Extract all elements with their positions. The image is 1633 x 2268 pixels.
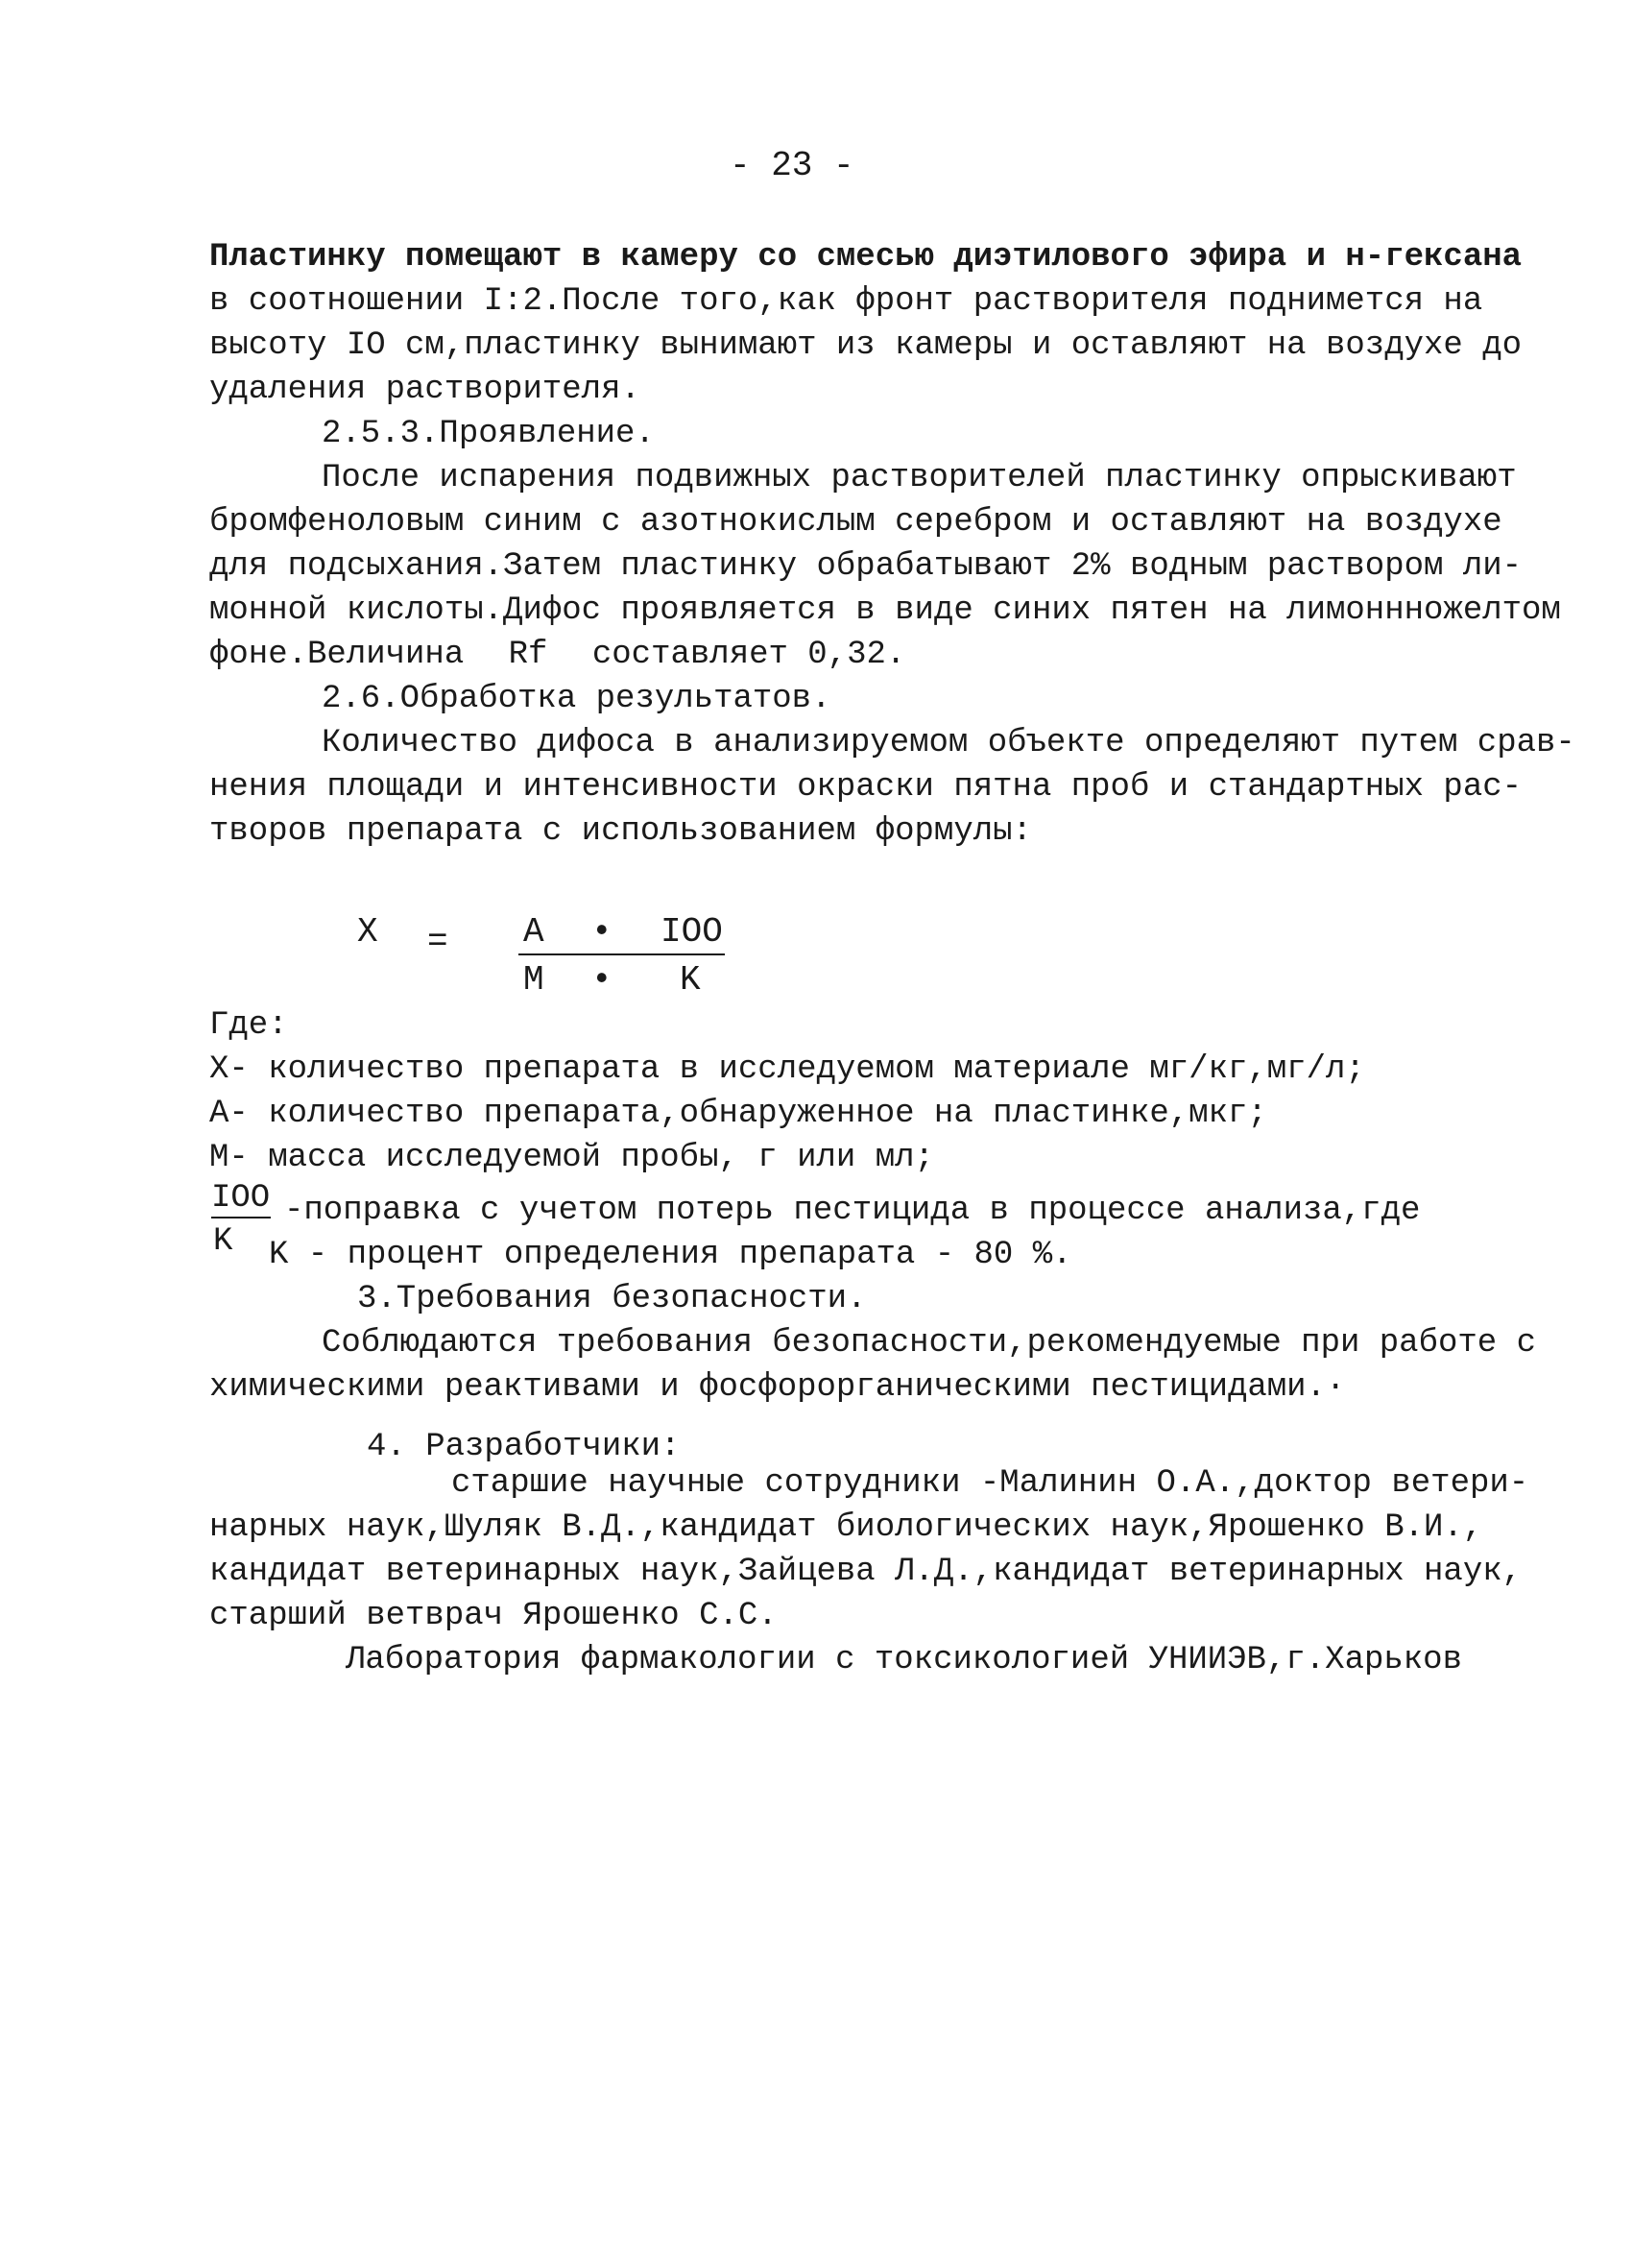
section-4-line-1: старшие научные сотрудники -Малинин О.А.,доктор ветери- (451, 1465, 1529, 1502)
where-label: Где: (209, 1007, 288, 1044)
laboratory-line: Лаборатория фармакологии с токсикологией УНИИЭВ,г.Харьков (346, 1642, 1462, 1678)
section-26-line-1: Количество дифоса в анализируемом объекте определяют путем срав- (322, 725, 1575, 761)
correction-text: -поправка с учетом потерь пестицида в процессе анализа,где (284, 1193, 1421, 1229)
rf-prefix: фоне.Величина (209, 637, 465, 673)
formula-denominator-dot: • (591, 960, 612, 1000)
section-4-line-2: нарных наук,Шуляк В.Д.,кандидат биологических наук,Ярошенко В.И., (209, 1509, 1483, 1546)
section-26-heading: 2.6.Обработка результатов. (322, 681, 831, 717)
section-26-line-3: творов препарата с использованием формулы: (209, 813, 1032, 850)
section-3-line-1: Соблюдаются требования безопасности,рекомендуемые при работе с (322, 1325, 1537, 1362)
formula-denominator-b: K (680, 960, 701, 1000)
rf-symbol: Rf (508, 637, 548, 673)
formula-equals: = (427, 922, 448, 961)
section-253-line-3: для подсыхания.Затем пластинку обрабатывают 2% водным раствором ли- (209, 548, 1523, 585)
definition-m: M- масса исследуемой пробы, г или мл; (209, 1140, 934, 1176)
intro-line-1: Пластинку помещают в камеру со смесью диэтилового эфира и н-гексана (209, 239, 1523, 276)
intro-line-3: высоту IO см,пластинку вынимают из камеры и оставляют на воздухе до (209, 327, 1523, 364)
correction-denominator: K (213, 1223, 233, 1260)
correction-numerator: IOO (211, 1180, 271, 1217)
rf-suffix: составляет 0,32. (591, 637, 906, 673)
section-253-heading: 2.5.3.Проявление. (322, 416, 655, 452)
section-253-line-1: После испарения подвижных растворителей пластинку опрыскивают (322, 460, 1517, 496)
formula-lhs: X (357, 912, 378, 952)
correction-fraction-line (211, 1217, 271, 1218)
definition-x: X- количество препарата в исследуемом материале мг/кг,мг/л; (209, 1051, 1365, 1088)
section-3-heading: 3.Требования безопасности. (357, 1281, 867, 1317)
intro-line-4: удаления растворителя. (209, 372, 640, 408)
section-3-line-2: химическими реактивами и фосфорорганическими пестицидами.· (209, 1369, 1346, 1406)
section-253-rf-line (209, 633, 905, 677)
formula-numerator-b: IOO (660, 912, 723, 952)
section-4-line-4: старший ветврач Ярошенко С.С. (209, 1598, 778, 1634)
formula-fraction-line (518, 953, 725, 955)
formula-numerator-a: A (523, 912, 544, 952)
section-26-line-2: нения площади и интенсивности окраски пятна проб и стандартных рас- (209, 769, 1523, 806)
section-4-line-3: кандидат ветеринарных наук,Зайцева Л.Д.,кандидат ветеринарных наук, (209, 1554, 1523, 1590)
correction-k-text: K - процент определения препарата - 80 %. (269, 1237, 1072, 1273)
formula-numerator-dot: • (591, 912, 612, 952)
intro-line-2: в соотношении I:2.После того,как фронт растворителя поднимется на (209, 283, 1483, 320)
page-number: - 23 - (730, 146, 854, 185)
definition-a: A- количество препарата,обнаруженное на пластинке,мкг; (209, 1096, 1267, 1132)
section-253-line-2: бромфеноловым синим с азотнокислым серебром и оставляют на воздухе (209, 504, 1502, 541)
section-253-line-4: монной кислоты.Дифос проявляется в виде синих пятен на лимоннножелтом (209, 592, 1561, 629)
formula-denominator-a: M (523, 960, 544, 1000)
section-4-heading: 4. Разработчики: (367, 1429, 681, 1465)
